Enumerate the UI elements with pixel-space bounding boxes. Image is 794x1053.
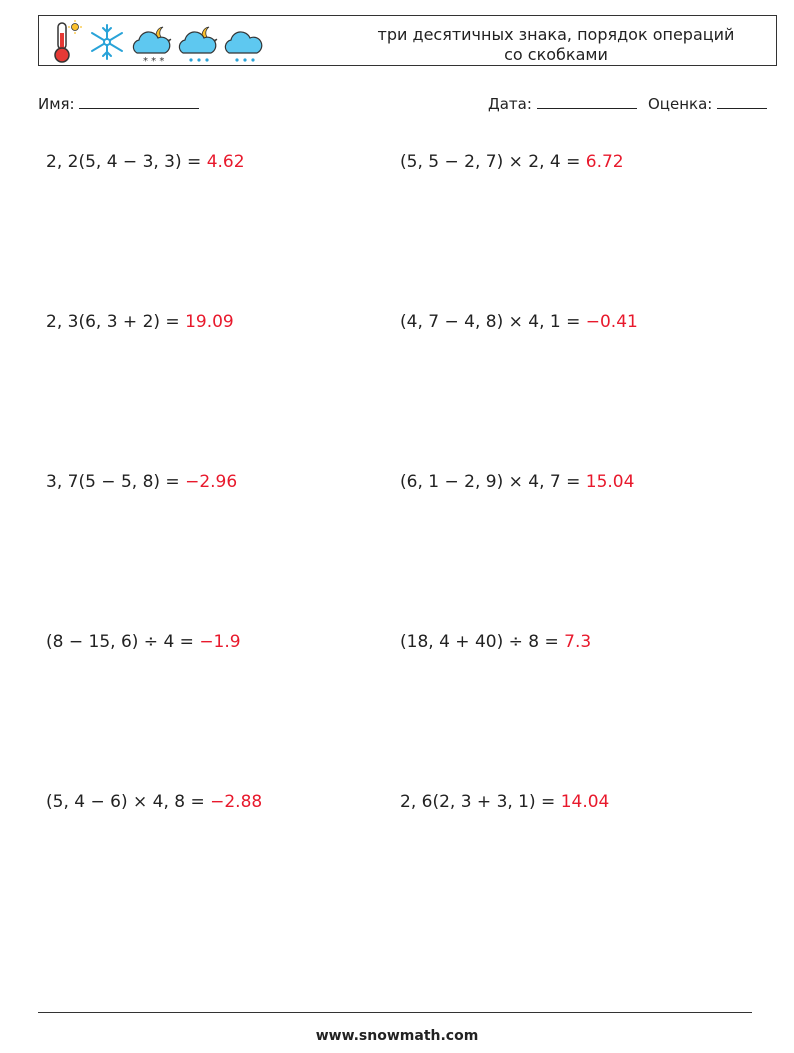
grade-label: Оценка: — [648, 95, 713, 113]
problem-expression: 2, 2(5, 4 − 3, 3) = — [46, 152, 202, 172]
problem-7 — [46, 632, 241, 652]
problem-expression: (6, 1 − 2, 9) × 4, 7 = — [400, 472, 581, 492]
problem-9 — [46, 792, 262, 812]
problem-answer: 6.72 — [585, 152, 624, 172]
problem-6 — [400, 472, 634, 492]
footer-site[interactable]: www.snowmath.com — [315, 1028, 479, 1044]
worksheet-header — [38, 15, 777, 66]
name-blank[interactable] — [79, 94, 199, 109]
date-label: Дата: — [488, 95, 532, 113]
grade-blank[interactable] — [717, 94, 767, 109]
problem-answer: −0.41 — [585, 312, 638, 332]
snowflake-icon — [92, 25, 122, 59]
worksheet-title — [346, 25, 766, 65]
problem-3 — [46, 312, 234, 332]
date-field — [488, 94, 637, 113]
thermometer-sun-icon — [55, 20, 82, 62]
problem-answer: 14.04 — [560, 792, 610, 812]
problem-expression: 2, 6(2, 3 + 3, 1) = — [400, 792, 556, 812]
problem-4 — [400, 312, 638, 332]
problem-answer: 4.62 — [206, 152, 245, 172]
problem-2 — [400, 152, 624, 172]
date-blank[interactable] — [537, 94, 637, 109]
cloud-rain-moon-icon — [179, 27, 217, 62]
cloud-snow-moon-icon — [133, 27, 171, 65]
problem-expression: 2, 3(6, 3 + 2) = — [46, 312, 180, 332]
problem-expression: (5, 5 − 2, 7) × 2, 4 = — [400, 152, 581, 172]
name-label: Имя: — [38, 95, 75, 113]
problem-10 — [400, 792, 609, 812]
problem-answer: 15.04 — [585, 472, 635, 492]
problem-answer: −2.88 — [210, 792, 263, 812]
problem-answer: −1.9 — [199, 632, 241, 652]
problem-answer: 7.3 — [564, 632, 592, 652]
cloud-rain-icon — [225, 32, 261, 62]
footer-divider — [38, 1012, 752, 1013]
problem-5 — [46, 472, 237, 492]
problem-8 — [400, 632, 591, 652]
title-line-1: три десятичных знака, порядок операций — [377, 25, 735, 44]
name-field — [38, 94, 199, 113]
weather-icons — [49, 19, 269, 65]
problem-expression: (8 − 15, 6) ÷ 4 = — [46, 632, 194, 652]
title-line-2: со скобками — [504, 45, 608, 64]
grade-field — [648, 94, 767, 113]
problem-expression: (5, 4 − 6) × 4, 8 = — [46, 792, 205, 812]
problem-expression: (18, 4 + 40) ÷ 8 = — [400, 632, 559, 652]
problem-expression: 3, 7(5 − 5, 8) = — [46, 472, 180, 492]
problem-expression: (4, 7 − 4, 8) × 4, 1 = — [400, 312, 581, 332]
svg-text:* * *: * * * — [143, 56, 165, 65]
problem-1 — [46, 152, 245, 172]
problem-answer: 19.09 — [185, 312, 234, 332]
problem-answer: −2.96 — [185, 472, 238, 492]
